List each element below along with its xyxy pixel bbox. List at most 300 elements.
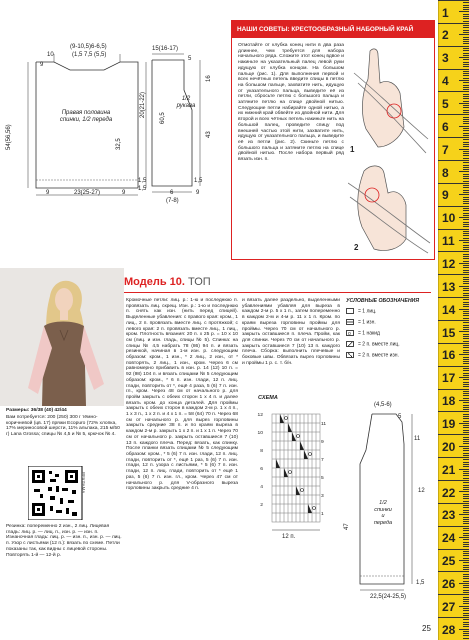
ruler-tick [463, 407, 469, 408]
ruler-tick [463, 501, 469, 502]
ruler-tick [463, 610, 469, 611]
ruler-tick [459, 171, 469, 172]
ruler-tick [463, 441, 469, 442]
sizes-text: Размеры: 36/38 (40) 42/44 [6, 408, 67, 413]
qr-code[interactable] [28, 466, 100, 520]
ruler-tick [463, 638, 469, 639]
ruler-tick [463, 430, 469, 431]
model-photo [0, 268, 124, 406]
ruler-tick [463, 256, 469, 257]
ruler-tick [463, 283, 469, 284]
ruler-number: 23 [442, 508, 456, 523]
ruler-tick [463, 510, 469, 511]
ruler-tick [463, 359, 469, 360]
ruler-tick [463, 94, 469, 95]
ruler-tick [459, 57, 469, 58]
hands-illustration [348, 43, 432, 255]
ruler-tick [463, 624, 469, 625]
ruler-tick [463, 48, 469, 49]
ruler-tick [459, 11, 469, 12]
ruler-tick [463, 37, 469, 38]
ruler-tick [463, 633, 469, 634]
ruler-number: 26 [442, 577, 456, 591]
sleeve-pattern-diagram [148, 40, 228, 215]
ruler-tick [463, 18, 469, 19]
ruler-tick [463, 50, 469, 51]
ruler-tick [463, 587, 469, 588]
ruler-tick [463, 533, 469, 534]
ruler-tick [463, 341, 469, 342]
sleeve-top-dim: 15(16-17) [152, 46, 179, 52]
ruler-tick [463, 375, 469, 376]
ruler-tick [459, 491, 469, 492]
ruler-tick [459, 103, 469, 104]
ruler-tick [463, 133, 469, 134]
ruler-tick [463, 261, 469, 262]
ruler-tick [463, 325, 469, 326]
ruler-tick [463, 153, 469, 154]
ruler-tick [463, 267, 469, 268]
ruler-tick [463, 398, 469, 399]
ruler-tick [463, 25, 469, 26]
ruler-number: 13 [442, 279, 456, 294]
back-top-dim-2: (1,5 7,5 (5,5) [72, 52, 107, 58]
ruler-tick [459, 560, 469, 561]
ruler-tick [463, 215, 469, 216]
ruler-tick [463, 5, 469, 6]
ruler-number: 9 [442, 188, 449, 203]
ruler-tick [463, 288, 469, 289]
ruler-tick [463, 322, 469, 323]
ruler-tick [463, 402, 469, 403]
ruler-tick [463, 313, 469, 314]
ruler-tick [463, 409, 469, 410]
ruler-tick [463, 281, 469, 282]
model-number: Модель 10. [124, 276, 185, 288]
ruler-tick [459, 126, 469, 127]
ruler-tick [463, 498, 469, 499]
ruler-tick [463, 427, 469, 428]
ruler-tick [463, 631, 469, 632]
ruler-tick [438, 114, 469, 115]
sleeve-dim-16: 16 [206, 75, 212, 82]
ruler-tick [459, 469, 469, 470]
ruler-tick [463, 345, 469, 346]
ruler-tick [463, 546, 469, 547]
ruler-tick [463, 384, 469, 385]
ruler-number: 22 [442, 485, 456, 500]
ruler-tick [463, 167, 469, 168]
sleeve-label: 1/2 рукава [176, 96, 196, 109]
ruler-tick [463, 185, 469, 186]
ruler-tick [463, 542, 469, 543]
legend-title: УСЛОВНЫЕ ОБОЗНАЧЕНИЯ [346, 298, 420, 304]
legend [346, 298, 432, 368]
ruler-tick [463, 347, 469, 348]
back-height-left: 54(56,56) [6, 124, 12, 150]
back-dim-10: 10 [47, 52, 54, 58]
ruler-tick [438, 480, 469, 481]
ruler-tick [463, 245, 469, 246]
ruler-tick [438, 594, 469, 595]
front-dim-12: 12 [418, 488, 425, 494]
p2tog-symbol [346, 352, 354, 358]
ruler-tick [438, 571, 469, 572]
materials-text: Вам потребуется: 200 (250) 300 г тёмно-коричневой (цв. 17) пряжи Ecopuro (72% хлопка, 17% мериносовой шерсти, 11% альпака, 215 м/50 г) Lana Grossa; спицы № 4,5 и № 5, крючок № 4. [6, 415, 120, 438]
ruler-tick [463, 306, 469, 307]
ruler-tick [463, 601, 469, 602]
ruler-tick [463, 219, 469, 220]
ruler-tick [463, 590, 469, 591]
ruler-tick [463, 87, 469, 88]
ruler-tick [463, 75, 469, 76]
back-dim-15a: 1,5 [138, 178, 147, 184]
ruler-number: 12 [442, 257, 456, 271]
ruler-tick [463, 521, 469, 522]
ruler-tick [463, 146, 469, 147]
ruler-tick [438, 617, 469, 618]
ruler-tick [438, 297, 469, 298]
ruler-tick [463, 485, 469, 486]
ruler-tick [463, 535, 469, 536]
ruler-number: 3 [442, 51, 449, 66]
ruler-tick [463, 425, 469, 426]
ruler-tick [463, 361, 469, 362]
ruler-tick [463, 466, 469, 467]
ruler-tick [463, 119, 469, 120]
ruler-tick [463, 208, 469, 209]
ruler-tick [463, 96, 469, 97]
ruler-tick [463, 162, 469, 163]
ruler-tick [463, 318, 469, 319]
ruler-tick [463, 455, 469, 456]
ruler-tick [463, 178, 469, 179]
ruler-tick [463, 562, 469, 563]
ruler-tick [463, 187, 469, 188]
ruler-tick [463, 622, 469, 623]
sleeve-dim-5: 5 [188, 56, 192, 62]
ruler-tick [463, 210, 469, 211]
ruler-tick [459, 400, 469, 401]
ruler-tick [463, 270, 469, 271]
ruler-tick [463, 416, 469, 417]
ruler-tick [463, 581, 469, 582]
front-dim-11: 11 [414, 436, 421, 442]
ruler-tick [463, 350, 469, 351]
ruler-tick [463, 603, 469, 604]
ruler-tick [463, 414, 469, 415]
ruler-tick [463, 443, 469, 444]
ruler-number: 2 [442, 28, 449, 43]
ruler-tick [438, 160, 469, 161]
ruler-tick [463, 2, 469, 3]
ruler-tick [463, 368, 469, 369]
ruler-tick [463, 405, 469, 406]
ruler-tick [463, 599, 469, 600]
front-piece-label: 1/2 спинки и переда [373, 500, 393, 526]
ruler-tick [463, 471, 469, 472]
ruler-tick [463, 523, 469, 524]
ruler-tick [463, 462, 469, 463]
ruler-tick [463, 352, 469, 353]
ruler-tick [463, 334, 469, 335]
model-rule [124, 292, 431, 293]
ruler-tick [438, 23, 469, 24]
front-dim-47: 47 [344, 523, 350, 530]
ruler-tick [463, 450, 469, 451]
back-bottom-c: 9 [122, 190, 126, 196]
ruler-tick [463, 517, 469, 518]
ruler-tick [463, 249, 469, 250]
ruler-tick [463, 576, 469, 577]
ruler-tick [463, 482, 469, 483]
model-title [124, 276, 211, 288]
ruler-tick [463, 242, 469, 243]
ruler-tick [463, 519, 469, 520]
tips-text: Отмотайте от клубка конец нити в два раза длиннее, чем требуется для набора начального ряда. Сложите этот конец вдвое и накиньте на указательный палец левой руки идущую от клубка концом. На большом пальце (рис. 1). Для выполнения первой и всех нечётных петель введите спицы в петлю на большом пальце, захватите нить, идущую от указательного пальца, выведите её из петли, сбросьте петлю с большого пальца и затяните петлю на спице двойной нитью. Следующие петли набирайте одной нитью, а их нижний край обвейте из двойной нити. Для второй и всех чётных петель накиньте нить на большой палец, проведите спицу под внешней частью этой нити, захватите нить, идущую от указательного пальца, и выведите её из петли (рис. 2). Скиньте петлю с большого пальца и затяните петлю на спице двойной нитью. После набора первый ряд вязать изн. п. [238, 43, 344, 163]
ruler-tick [459, 331, 469, 332]
ruler-tick [463, 597, 469, 598]
ruler-tick [438, 206, 469, 207]
ruler-tick [463, 279, 469, 280]
ruler-tick [463, 85, 469, 86]
ruler-number: 16 [442, 348, 456, 363]
ruler-tick [463, 247, 469, 248]
ruler-tick [463, 530, 469, 531]
ruler-tick [463, 635, 469, 636]
ruler-tick [438, 434, 469, 435]
page-number: 25 [422, 624, 431, 633]
ruler-tick [463, 608, 469, 609]
ruler-tick [463, 302, 469, 303]
ruler-tick [463, 336, 469, 337]
ruler-tick [459, 423, 469, 424]
ruler-tick [463, 59, 469, 60]
ruler-tick [463, 539, 469, 540]
ruler-tick [463, 123, 469, 124]
ruler-tick [463, 203, 469, 204]
ruler-tick [463, 258, 469, 259]
ruler-tick [459, 217, 469, 218]
ruler-number: 11 [442, 234, 455, 249]
ruler-tick [463, 295, 469, 296]
ruler-number: 1 [442, 5, 449, 20]
ruler-tick [438, 526, 469, 527]
ruler-tick [463, 55, 469, 56]
legend-p2tog: = 2 п. вместе изн. [346, 352, 399, 360]
ruler-tick [438, 411, 469, 412]
front-dim-15: 1,5 [416, 580, 425, 586]
ruler-tick [459, 354, 469, 355]
sleeve-dim-605: 60,5 [160, 112, 166, 124]
legend-k2tog: = 2 п. вместе лиц. [346, 341, 400, 349]
ruler-tick [463, 379, 469, 380]
ruler-tick [463, 370, 469, 371]
ruler-tick [463, 197, 469, 198]
ruler-tick [463, 578, 469, 579]
ruler-tick [463, 78, 469, 79]
ruler-tick [463, 494, 469, 495]
ruler-tick [463, 567, 469, 568]
ruler-tick [459, 286, 469, 287]
ruler-tick [463, 475, 469, 476]
legend-knit: = 1 лиц. [346, 308, 376, 316]
ruler-tick [463, 71, 469, 72]
ruler-tick [463, 512, 469, 513]
ruler-tick [463, 231, 469, 232]
ruler-tick [463, 142, 469, 143]
ruler-tick [463, 224, 469, 225]
qr-ad-label: РЕКЛАМА [81, 472, 86, 494]
ruler-tick [438, 549, 469, 550]
legend-purl: = 1 изн. [346, 319, 376, 327]
ruler-tick [459, 606, 469, 607]
measuring-tape-ruler [438, 0, 469, 640]
ruler-tick [463, 110, 469, 111]
ruler-tick [463, 14, 469, 15]
ruler-tick [438, 320, 469, 321]
ruler-tick [463, 43, 469, 44]
ruler-tick [463, 226, 469, 227]
ruler-number: 15 [442, 325, 456, 340]
ruler-tick [463, 176, 469, 177]
ruler-tick [463, 272, 469, 273]
chart-row-numbers-left: 12 10 8 6 4 2 [257, 413, 263, 508]
ruler-tick [463, 386, 469, 387]
ruler-tick [463, 9, 469, 10]
ruler-tick [463, 155, 469, 156]
chart-row-numbers-right: 11 9 7 5 3 1 [321, 422, 327, 517]
ruler-tick [463, 21, 469, 22]
ruler-tick [459, 263, 469, 264]
ruler-tick [463, 105, 469, 106]
ruler-tick [463, 357, 469, 358]
ruler-tick [438, 274, 469, 275]
purl-symbol [346, 319, 354, 325]
back-dim-9: 9 [40, 62, 44, 68]
ruler-tick [463, 30, 469, 31]
ruler-tick [463, 626, 469, 627]
ruler-number: 4 [442, 74, 449, 89]
ruler-tick [463, 158, 469, 159]
ruler-tick [463, 311, 469, 312]
ruler-number: 25 [442, 554, 456, 569]
ruler-tick [463, 235, 469, 236]
yarn-over-symbol: o [346, 330, 354, 336]
ruler-tick [463, 128, 469, 129]
ruler-tick [463, 139, 469, 140]
ruler-tick [463, 507, 469, 508]
ruler-tick [438, 137, 469, 138]
ruler-tick [438, 389, 469, 390]
ruler-number: 19 [442, 417, 456, 431]
front-dim-5: 5 [398, 414, 402, 420]
ruler-tick [459, 377, 469, 378]
ruler-tick [463, 89, 469, 90]
tips-box [231, 20, 435, 260]
ruler-tick [438, 457, 469, 458]
ruler-tick [463, 290, 469, 291]
ruler-tick [463, 174, 469, 175]
ruler-tick [459, 514, 469, 515]
ruler-tick [463, 459, 469, 460]
ruler-tick [463, 329, 469, 330]
ruler-tick [463, 304, 469, 305]
ruler-tick [463, 53, 469, 54]
ruler-tick [459, 583, 469, 584]
ruler-number: 5 [442, 97, 449, 111]
back-dim-15b: 1,5 [138, 186, 147, 192]
ruler-tick [463, 181, 469, 182]
ruler-tick [463, 265, 469, 266]
ruler-tick [463, 613, 469, 614]
ruler-tick [463, 190, 469, 191]
ruler-number: 8 [442, 165, 449, 180]
ruler-tick [463, 496, 469, 497]
ruler-tick [459, 80, 469, 81]
ruler-tick [463, 121, 469, 122]
ruler-tick [463, 585, 469, 586]
ruler-tick [459, 240, 469, 241]
back-top-dim: (9-10,5)6-6,5) [70, 44, 107, 50]
ruler-tick [438, 0, 469, 1]
ruler-tick [463, 437, 469, 438]
ruler-tick [463, 117, 469, 118]
ruler-tick [463, 7, 469, 8]
ruler-tick [459, 446, 469, 447]
sleeve-bottom-a: 6 [170, 190, 174, 196]
ruler-number: 24 [442, 531, 456, 546]
ruler-tick [438, 46, 469, 47]
ruler-tick [463, 135, 469, 136]
ruler-tick [438, 343, 469, 344]
ruler-tick [463, 478, 469, 479]
fig-1-label: 1 [350, 145, 355, 154]
ruler-tick [463, 315, 469, 316]
ruler-tick [463, 192, 469, 193]
sleeve-dim-15: 1,5 [194, 178, 203, 184]
ruler-number: 28 [442, 622, 456, 637]
ruler-tick [463, 151, 469, 152]
ruler-tick [463, 418, 469, 419]
ruler-tick [463, 487, 469, 488]
ruler-tick [463, 489, 469, 490]
ruler-tick [463, 373, 469, 374]
knit-symbol [346, 308, 354, 314]
ruler-tick [463, 558, 469, 559]
ruler-tick [463, 201, 469, 202]
ruler-tick [463, 64, 469, 65]
ruler-tick [459, 309, 469, 310]
ruler-tick [463, 222, 469, 223]
ruler-tick [463, 619, 469, 620]
fig-2-label: 2 [354, 243, 359, 252]
back-piece-label: Правая половина спинки, 1/2 переда [59, 110, 113, 123]
ruler-number: 18 [442, 394, 456, 409]
legend-yo: o = 1 накид [348, 330, 380, 337]
ruler-tick [463, 453, 469, 454]
ruler-tick [463, 144, 469, 145]
ruler-tick [463, 363, 469, 364]
ruler-tick [463, 338, 469, 339]
ruler-tick [463, 565, 469, 566]
ruler-tick [463, 199, 469, 200]
scheme-label: СХЕМА [258, 395, 278, 401]
ruler-tick [463, 233, 469, 234]
model-header [124, 272, 431, 294]
ruler-tick [459, 34, 469, 35]
ruler-tick [463, 505, 469, 506]
